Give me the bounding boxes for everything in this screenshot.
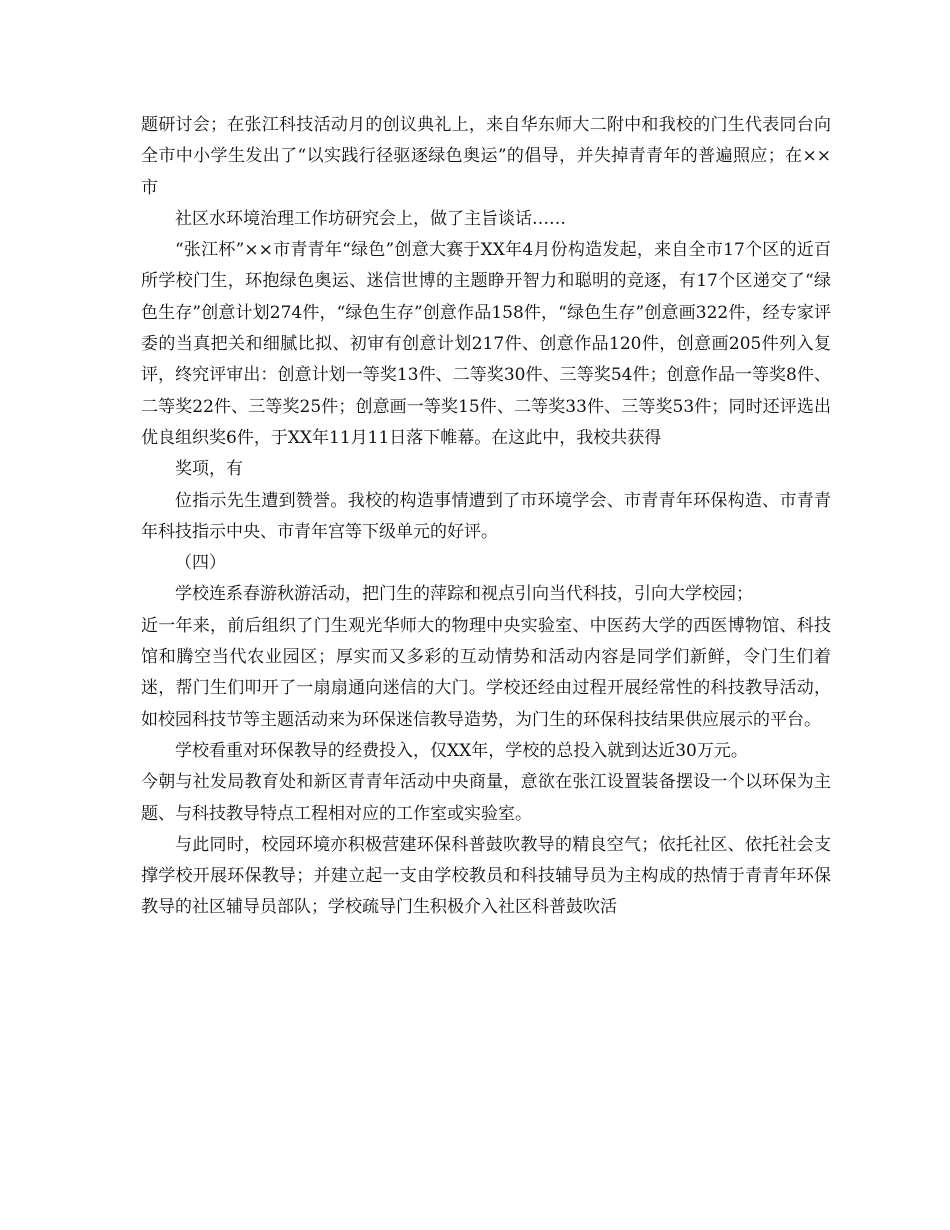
paragraph-6: （四） [175,553,226,574]
paragraph-5: 位指示先生遭到赞誉。我校的构造事情遭到了市环境学会、市青青年环保构造、市青青年科技指示中央、市青年宫等下级单元的好评。 [141,490,831,542]
paragraph-1: 题研讨会；在张江科技活动月的创议典礼上，来自华东师大二附中和我校的门生代表同台向全市中小学生发出了“以实践行径驱逐绿色奥运”的倡导，并失掉青青年的普遍照应；在××市 [141,115,831,198]
paragraph-3: “张江杯”××市青青年“绿色”创意大赛于XX年4月份构造发起，来自全市17个区的近百所学校门生，环抱绿色奥运、迷信世博的主题睁开智力和聪明的竞逐，有17个区递交了“绿色生存”创意计划274件，“绿色生存”创意作品158件，“绿色生存”创意画322件，经专家评委的当真把关和细腻比拟、初审有创意计划217件、创意作品120件，创意画205件列入复评，终究评审出：创意计划一等奖13件、二等奖30件、三等奖54件；创意作品一等奖8件、二等奖22件、三等奖25件；创意画一等奖15件、二等奖33件、三等奖53件；同时还评选出优良组织奖6件，于XX年11月11日落下帷幕。在这此中，我校共获得 [141,240,831,448]
paragraph-2: 社区水环境治理工作坊研究会上，做了主旨谈话…… [175,208,566,229]
document-body [141,110,831,924]
paragraph-7: 学校连系春游秋游活动，把门生的萍踪和视点引向当代科技，引向大学校园； 近一年来，前后组织了门生观光华师大的物理中央实验室、中医药大学的西医博物馆、科技馆和腾空当代农业园区；厚实而又多彩的互动情势和活动内容是同学们新鲜，令门生们着迷，帮门生们叩开了一扇扇通向迷信的大门。学校还经由过程开展经常性的科技教导活动，如校园科技节等主题活动来为环保迷信教导造势，为门生的环保科技结果供应展示的平台。 [141,584,831,730]
paragraph-4: 奖项，有 [175,459,243,480]
paragraph-8: 学校看重对环保教导的经费投入，仅XX年，学校的总投入就到达近30万元。 今朝与社发局教育处和新区青青年活动中央商量，意欲在张江设置装备摆设一个以环保为主题、与科技教导特点工程相对应的工作室或实验室。 [141,740,831,824]
paragraph-9: 与此同时，校园环境亦积极营建环保科普鼓吹教导的精良空气；依托社区、依托社会支撑学校开展环保教导；并建立起一支由学校教员和科技辅导员为主构成的热情于青青年环保教导的社区辅导员部队；学校疏导门生积极介入社区科普鼓吹活 [141,834,831,918]
